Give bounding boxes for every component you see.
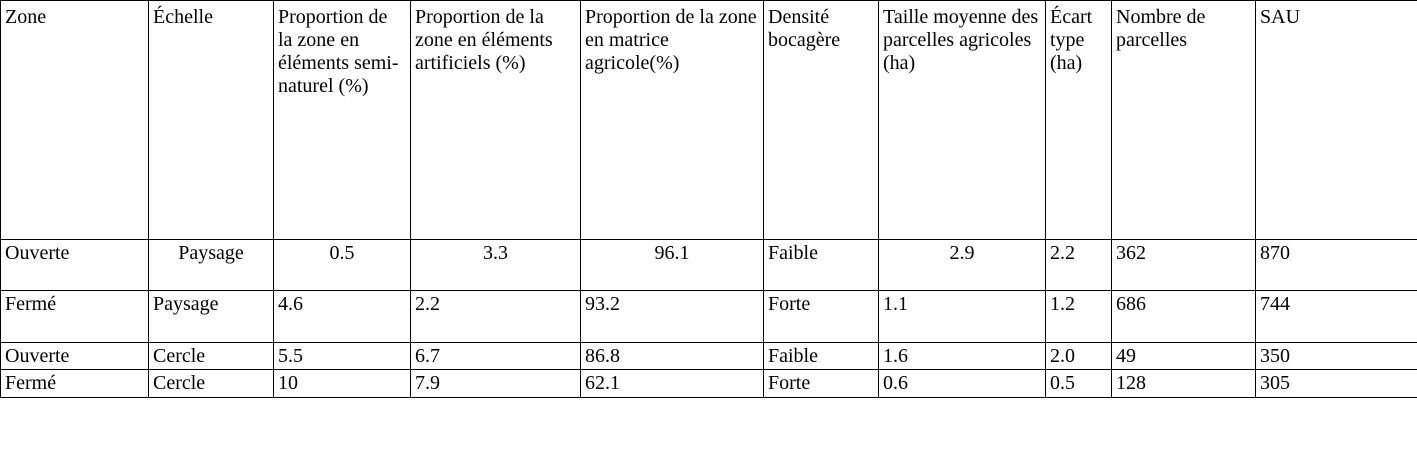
cell-zone: Ouverte	[1, 343, 149, 370]
header-artificiels: Proportion de la zone en éléments artificiels (%)	[411, 1, 581, 240]
cell-matrice-agricole: 86.8	[581, 343, 764, 370]
table-row	[1, 240, 1417, 291]
header-densite-bocagere: Densité bocagère	[764, 1, 879, 240]
cell-sau: 350	[1256, 343, 1417, 370]
table-row	[1, 343, 1417, 370]
table-row	[1, 291, 1417, 343]
cell-semi-naturel: 0.5	[274, 240, 411, 291]
table-row	[1, 370, 1417, 398]
cell-densite: Faible	[764, 240, 879, 291]
cell-sau: 744	[1256, 291, 1417, 343]
cell-densite: Faible	[764, 343, 879, 370]
cell-zone: Fermé	[1, 370, 149, 398]
cell-ecart-type: 0.5	[1046, 370, 1112, 398]
cell-nombre-parcelles: 128	[1112, 370, 1256, 398]
cell-taille-moyenne: 0.6	[879, 370, 1046, 398]
header-zone: Zone	[1, 1, 149, 240]
header-ecart-type: Écart type (ha)	[1046, 1, 1112, 240]
cell-artificiels: 7.9	[411, 370, 581, 398]
cell-sau: 870	[1256, 240, 1417, 291]
cell-taille-moyenne: 1.1	[879, 291, 1046, 343]
cell-ecart-type: 2.0	[1046, 343, 1112, 370]
cell-semi-naturel: 5.5	[274, 343, 411, 370]
cell-echelle: Cercle	[149, 343, 274, 370]
cell-densite: Forte	[764, 370, 879, 398]
cell-semi-naturel: 4.6	[274, 291, 411, 343]
header-nombre-parcelles: Nombre de parcelles	[1112, 1, 1256, 240]
header-matrice-agricole: Proportion de la zone en matrice agricole(%)	[581, 1, 764, 240]
cell-taille-moyenne: 1.6	[879, 343, 1046, 370]
cell-zone: Ouverte	[1, 240, 149, 291]
cell-matrice-agricole: 96.1	[581, 240, 764, 291]
header-sau: SAU	[1256, 1, 1417, 240]
header-taille-moyenne: Taille moyenne des parcelles agricoles (ha)	[879, 1, 1046, 240]
cell-echelle: Paysage	[149, 240, 274, 291]
cell-artificiels: 3.3	[411, 240, 581, 291]
cell-semi-naturel: 10	[274, 370, 411, 398]
cell-sau: 305	[1256, 370, 1417, 398]
cell-ecart-type: 1.2	[1046, 291, 1112, 343]
cell-echelle: Paysage	[149, 291, 274, 343]
cell-matrice-agricole: 93.2	[581, 291, 764, 343]
cell-densite: Forte	[764, 291, 879, 343]
cell-nombre-parcelles: 686	[1112, 291, 1256, 343]
cell-zone: Fermé	[1, 291, 149, 343]
table-header-row	[1, 1, 1417, 240]
header-echelle: Échelle	[149, 1, 274, 240]
cell-artificiels: 6.7	[411, 343, 581, 370]
header-semi-naturel: Proportion de la zone en éléments semi-naturel (%)	[274, 1, 411, 240]
cell-echelle: Cercle	[149, 370, 274, 398]
cell-artificiels: 2.2	[411, 291, 581, 343]
cell-nombre-parcelles: 362	[1112, 240, 1256, 291]
cell-matrice-agricole: 62.1	[581, 370, 764, 398]
cell-ecart-type: 2.2	[1046, 240, 1112, 291]
cell-nombre-parcelles: 49	[1112, 343, 1256, 370]
cell-taille-moyenne: 2.9	[879, 240, 1046, 291]
